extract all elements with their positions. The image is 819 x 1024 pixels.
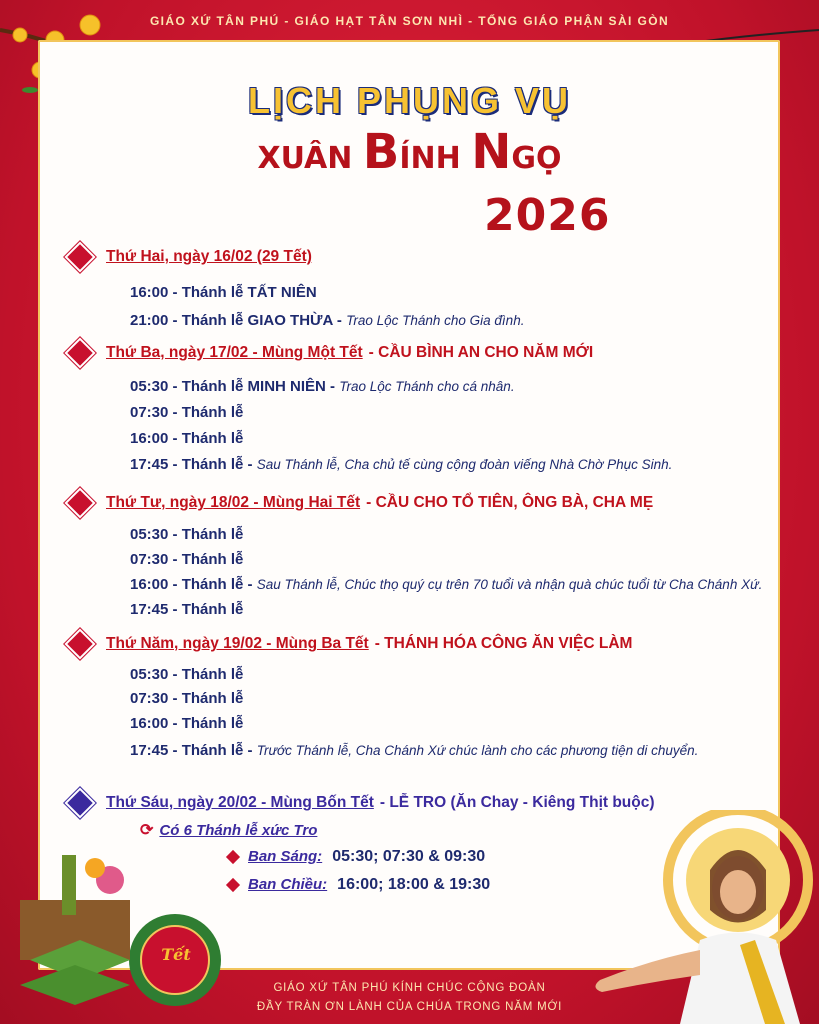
day-title: Thứ Sáu, ngày 20/02 - Mùng Bốn Tết (106, 794, 374, 811)
day-heading (68, 788, 655, 818)
list-item: 17:45 - Thánh lễ - Sau Thánh lễ, Cha chủ tế cùng cộng đoàn viếng Nhà Chờ Phục Sinh. (130, 456, 673, 473)
ash-morning-row (228, 848, 485, 866)
tet-badge: Tết (161, 945, 191, 964)
diamond-icon (68, 341, 92, 365)
ash-subtitle: Có 6 Thánh lễ xức Tro (159, 822, 318, 839)
day-theme: - LỄ TRO (Ăn Chay - Kiêng Thịt buộc) (379, 794, 655, 811)
page-title: LỊCH PHỤNG VỤ (247, 80, 571, 121)
subtitle-go: GỌ (511, 141, 562, 176)
day-heading (68, 488, 653, 518)
diamond-icon (68, 245, 92, 269)
ash-afternoon-row (228, 876, 490, 894)
day-heading (68, 338, 593, 368)
morning-times: 05:30; 07:30 & 09:30 (332, 848, 486, 865)
day-heading (68, 629, 632, 659)
day-title: Thứ Ba, ngày 17/02 - Mùng Một Tết (106, 344, 363, 361)
subtitle-inh: ÍNH (399, 141, 472, 176)
list-item: 07:30 - Thánh lễ (130, 404, 244, 421)
subtitle-n: N (471, 124, 512, 180)
footer-line-1: GIÁO XỨ TÂN PHÚ KÍNH CHÚC CỘNG ĐOÀN (273, 982, 546, 994)
diamond-icon (68, 491, 92, 515)
day-title: Thứ Năm, ngày 19/02 - Mùng Ba Tết (106, 635, 369, 652)
list-item: 05:30 - Thánh lễ (130, 666, 244, 683)
day-title: Thứ Tư, ngày 18/02 - Mùng Hai Tết (106, 494, 361, 511)
day-theme: - CẦU BÌNH AN CHO NĂM MỚI (368, 344, 594, 361)
diamond-icon (68, 791, 92, 815)
afternoon-times: 16:00; 18:00 & 19:30 (337, 876, 491, 893)
parish-header: GIÁO XỨ TÂN PHÚ - GIÁO HẠT TÂN SƠN NHÌ - TỔNG GIÁO PHẬN SÀI GÒN (149, 14, 670, 28)
day-heading (68, 242, 312, 272)
list-item: 16:00 - Thánh lễ TẤT NIÊN (130, 284, 317, 301)
day-theme: - THÁNH HÓA CÔNG ĂN VIỆC LÀM (374, 635, 633, 652)
tet-gifts-icon (0, 850, 230, 1024)
list-item: 07:30 - Thánh lễ (130, 690, 244, 707)
refresh-icon: ⟳ (140, 822, 154, 839)
list-item: 17:45 - Thánh lễ (130, 601, 244, 618)
morning-label: Ban Sáng: (248, 848, 323, 865)
day-theme: - CẦU CHO TỔ TIÊN, ÔNG BÀ, CHA MẸ (366, 494, 654, 511)
list-item: 16:00 - Thánh lễ (130, 715, 244, 732)
list-item: 07:30 - Thánh lễ (130, 551, 244, 568)
list-item: 16:00 - Thánh lễ - Sau Thánh lễ, Chúc thọ quý cụ trên 70 tuổi và nhận quà chúc tuổi từ Cha Chánh Xứ. (130, 576, 763, 593)
subtitle-b: B (362, 124, 400, 180)
ash-subtitle-row (140, 820, 317, 840)
page-subtitle (0, 124, 819, 180)
day-title: Thứ Hai, ngày 16/02 (29 Tết) (106, 248, 312, 265)
afternoon-label: Ban Chiều: (248, 876, 328, 893)
list-item: 05:30 - Thánh lễ (130, 526, 244, 543)
subtitle-xuan: XUÂN (257, 141, 363, 176)
year-label: 2026 (484, 190, 611, 241)
list-item: 16:00 - Thánh lễ (130, 430, 244, 447)
list-item: 05:30 - Thánh lễ MINH NIÊN - Trao Lộc Thánh cho cá nhân. (130, 378, 515, 395)
list-item: 17:45 - Thánh lễ - Trước Thánh lễ, Cha Chánh Xứ chúc lành cho các phương tiện di chuyển. (130, 742, 699, 759)
diamond-icon (68, 632, 92, 656)
footer-line-2: ĐẦY TRÀN ƠN LÀNH CỦA CHÚA TRONG NĂM MỚI (256, 1001, 563, 1013)
list-item: 21:00 - Thánh lễ GIAO THỪA - Trao Lộc Thánh cho Gia đình. (130, 312, 525, 329)
